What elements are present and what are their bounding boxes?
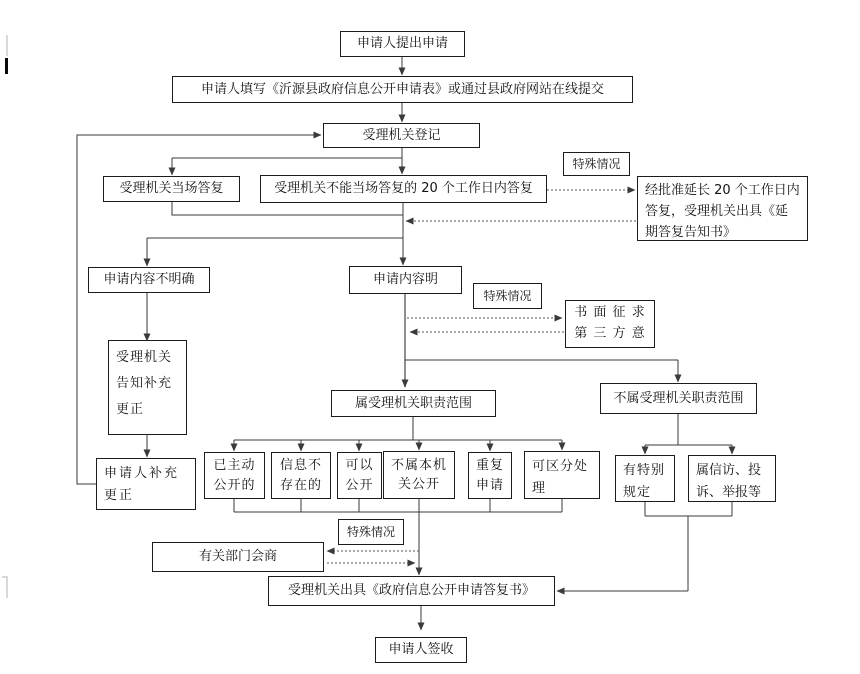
- node-register: 受理机关登记: [323, 123, 480, 148]
- node-content-clear: 申请内容明: [349, 266, 462, 294]
- node-reply-doc: 受理机关出具《政府信息公开申请答复书》: [268, 576, 555, 606]
- node-applicant-submit: 申请人提出申请: [340, 31, 465, 57]
- node-reply-20-days: 受理机关不能当场答复的 20 个工作日内答复: [260, 175, 547, 203]
- node-onsite-reply: 受理机关当场答复: [103, 176, 240, 202]
- page-artifact-marks: [2, 35, 8, 598]
- node-special-case-2: 特殊情况: [473, 283, 542, 309]
- node-can-disclose: 可以公开: [337, 452, 382, 499]
- node-third-party-consult: 书 面 征 求 第 三 方 意: [565, 300, 655, 348]
- node-dept-consult: 有关部门会商: [152, 542, 324, 572]
- node-extension-notice: 经批准延长 20 个工作日内答复，受理机关出具《延期答复告知书》: [637, 176, 808, 241]
- node-sign-receipt: 申请人签收: [375, 637, 467, 663]
- node-separable: 可区分处理: [524, 451, 600, 499]
- node-special-case-1: 特殊情况: [563, 152, 630, 176]
- node-out-of-scope: 不属受理机关职责范围: [600, 383, 757, 414]
- node-already-public: 已主动公开的: [204, 452, 265, 499]
- node-applicant-supplement: 申请人补充更正: [96, 458, 196, 510]
- node-in-scope: 属受理机关职责范围: [331, 390, 496, 417]
- node-content-unclear: 申请内容不明确: [88, 267, 210, 293]
- node-petition: 属信访、投诉、举报等: [688, 455, 776, 502]
- node-not-this-organ: 不属本机关公开: [383, 451, 455, 499]
- node-repeat-request: 重复申请: [468, 452, 512, 499]
- node-special-case-3: 特殊情况: [338, 519, 404, 545]
- node-fill-form: 申请人填写《沂源县政府信息公开申请表》或通过县政府网站在线提交: [172, 76, 633, 103]
- node-info-not-exist: 信息不存在的: [271, 452, 331, 499]
- node-special-rule: 有特别规定: [615, 455, 675, 502]
- node-notify-supplement: 受理机关告知补充更正: [108, 340, 187, 435]
- dashed-arrows: [327, 190, 636, 563]
